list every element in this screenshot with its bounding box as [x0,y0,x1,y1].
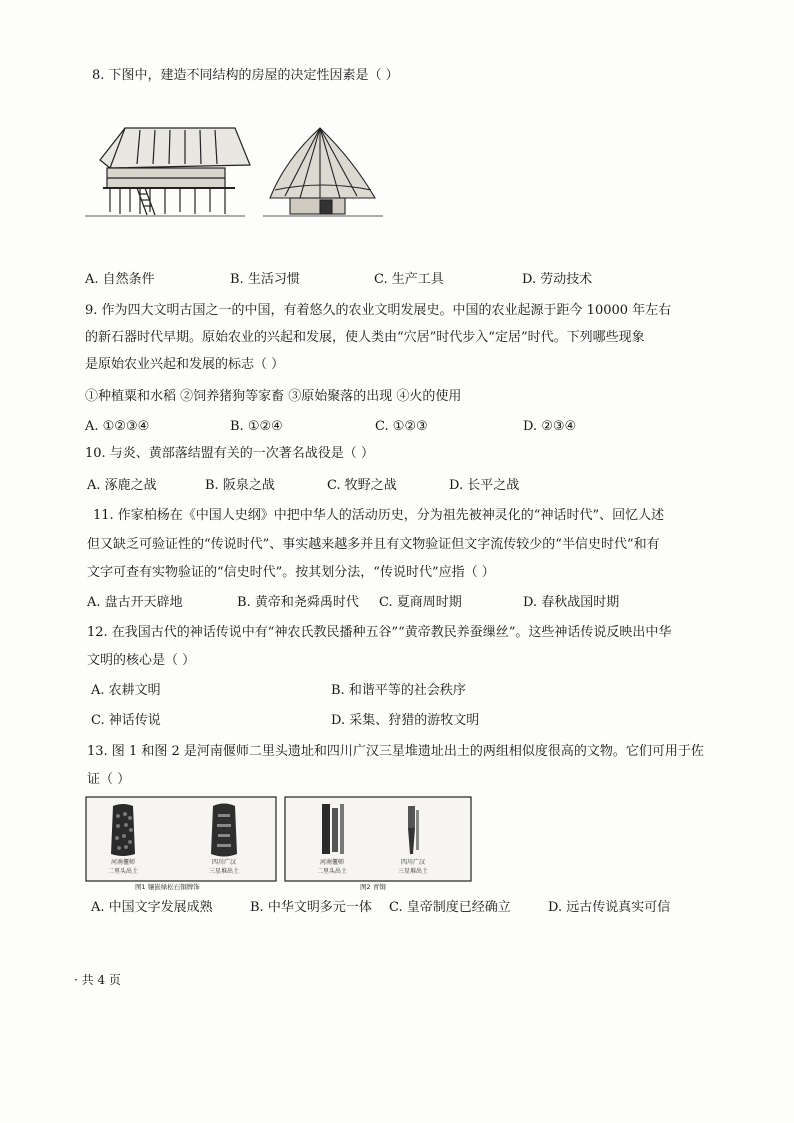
q9-stem-line-1: 9. 作为四大文明古国之一的中国，有着悠久的农业文明发展史。中国的农业起源于距今 10000 年左右 [85,303,672,318]
q10-option-a[interactable]: A. 涿鹿之战 [87,478,157,493]
q12-option-d[interactable]: D. 采集、狩猎的游牧文明 [331,713,480,728]
q10-option-c[interactable]: C. 牧野之战 [327,478,397,493]
thatched-hut-drawing [263,128,383,216]
q13-option-d[interactable]: D. 远古传说真实可信 [548,900,671,915]
stilt-house-drawing [85,128,250,216]
q13-stem-line-1: 13. 图 1 和图 2 是河南偃师二里头遗址和四川广汉三星堆遗址出土的两组相似度很高的文物。它们可用于佐 [87,744,704,759]
fig2-caption: 图2 青铜 [360,883,386,891]
bronze-blade-right-image [408,806,419,854]
q11-stem-line-3: 文字可查有实物验证的“信史时代”。按其划分法，“传说时代”应指（ ） [87,565,495,580]
fig1-left-label-2: 二里头出土 [107,868,139,875]
q9-options [85,419,725,437]
q11-option-a[interactable]: A. 盘古开天辟地 [87,595,183,610]
q13-figure-2 [284,796,472,891]
fig1-right-label-2: 三星堆出土 [208,868,240,875]
q12-stem-line-1: 12. 在我国古代的神话传说中有“神农氏教民播种五谷”“黄帝教民养蚕缫丝”。这些神话传说反映出中华 [87,625,672,640]
q9-option-b[interactable]: B. ①②④ [230,419,283,434]
q10-option-b[interactable]: B. 阪泉之战 [205,478,275,493]
q8-stem: 8. 下图中，建造不同结构的房屋的决定性因素是（ ） [92,68,399,83]
q8-option-c[interactable]: C. 生产工具 [374,272,444,287]
q9-option-a[interactable]: A. ①②③④ [85,419,150,434]
q9-option-c[interactable]: C. ①②③ [375,419,428,434]
q13-option-b[interactable]: B. 中华文明多元一体 [250,900,372,915]
fig2-left-label-2: 二里头出土 [316,868,348,875]
q11-stem-line-2: 但又缺乏可验证性的“传说时代”、事实越来越多并且有文物验证但文字流传较少的“半信史时代”和有 [87,537,660,552]
fig1-caption: 图1 镶嵌绿松石铜牌饰 [135,883,200,891]
q10-options [87,478,727,496]
fig2-right-label-1: 四川广汉 [400,859,426,866]
q13-options [91,900,741,918]
q10-stem: 10. 与炎、黄部落结盟有关的一次著名战役是（ ） [85,446,374,461]
q9-stem-line-2: 的新石器时代早期。原始农业的兴起和发展，使人类由“穴居”时代步入“定居”时代。下列哪些现象 [85,330,645,345]
q12-stem-line-2: 文明的核心是（ ） [87,653,196,668]
q12-option-c[interactable]: C. 神话传说 [91,713,161,728]
q12-option-b[interactable]: B. 和谐平等的社会秩序 [331,683,466,698]
q13-stem-line-2: 证（ ） [87,772,131,787]
q13-figure-1 [85,796,277,891]
q8-option-b[interactable]: B. 生活习惯 [230,272,300,287]
q11-option-d[interactable]: D. 春秋战国时期 [523,595,620,610]
q8-option-a[interactable]: A. 自然条件 [85,272,155,287]
q13-option-a[interactable]: A. 中国文字发展成熟 [91,900,213,915]
q11-option-c[interactable]: C. 夏商周时期 [379,595,462,610]
fig1-right-label-1: 四川广汉 [211,859,237,866]
q11-option-b[interactable]: B. 黄帝和尧舜禹时代 [237,595,359,610]
q9-stem-line-3: 是原始农业兴起和发展的标志（ ） [85,357,285,372]
q8-house-illustration [85,120,385,228]
page-footer: · 共 4 页 [74,973,121,987]
q9-option-d[interactable]: D. ②③④ [523,419,577,434]
q11-options [87,595,737,613]
fig1-left-label-1: 河南偃师 [110,859,136,866]
q12-option-a[interactable]: A. 农耕文明 [91,683,161,698]
q11-stem-line-1: 11. 作家柏杨在《中国人史纲》中把中华人的活动历史，分为祖先被神灵化的“神话时代”、回忆人述 [93,508,665,523]
bronze-blade-left-image [322,804,344,854]
q9-items: ①种植粟和水稻 ②饲养猪狗等家畜 ③原始聚落的出现 ④火的使用 [85,389,462,404]
q8-option-d[interactable]: D. 劳动技术 [522,272,593,287]
q12-options [91,683,731,731]
q10-option-d[interactable]: D. 长平之战 [449,478,520,493]
plaque-right-image [211,804,237,857]
q8-options [85,272,725,290]
fig2-right-label-2: 三星堆出土 [397,868,429,875]
fig2-left-label-1: 河南偃师 [319,859,345,866]
plaque-left-image [111,804,135,856]
q13-option-c[interactable]: C. 皇帝制度已经确立 [389,900,511,915]
